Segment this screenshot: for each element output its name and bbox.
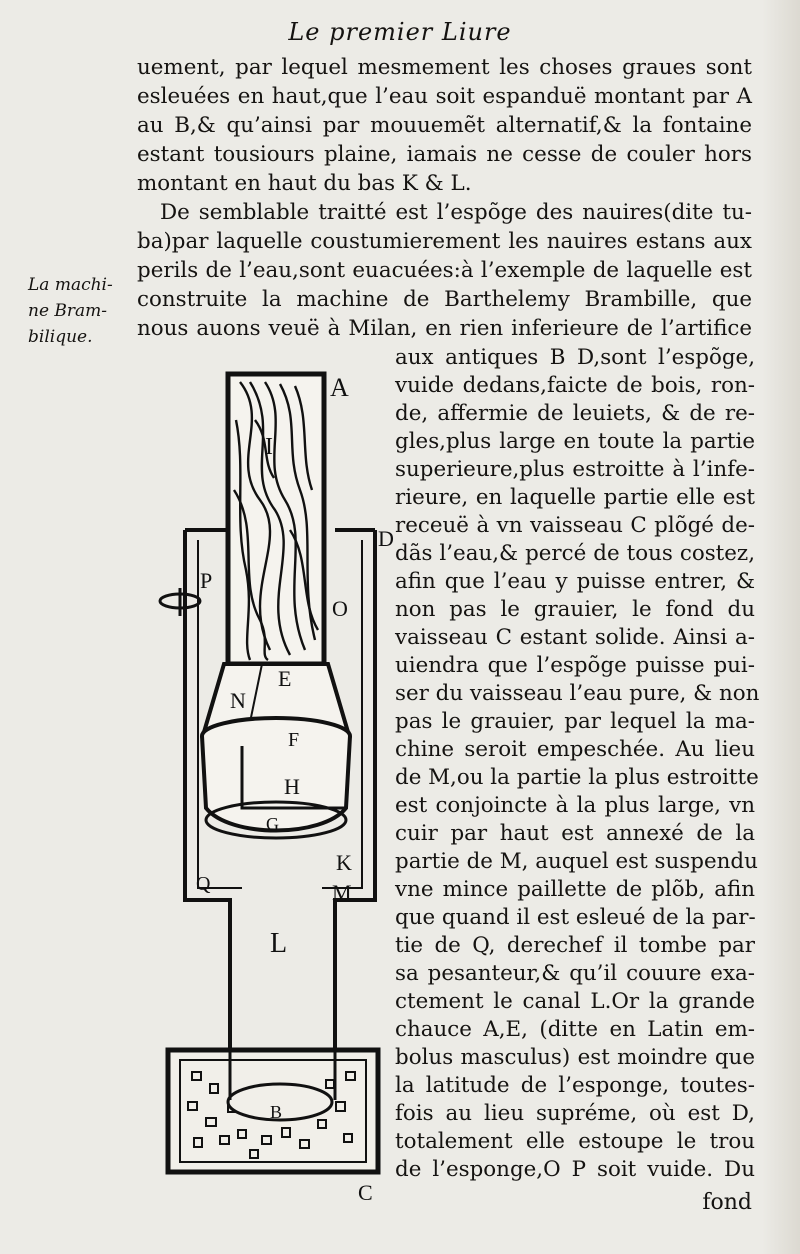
text-line: rieure, en laquelle partie elle est xyxy=(395,485,755,510)
label-h: H xyxy=(284,774,300,799)
text-line: esleuées en haut,que l’eau soit espanduë montant par A xyxy=(137,84,752,109)
label-k: K xyxy=(336,850,352,875)
text-line: superieure,plus estroitte à l’infe- xyxy=(395,457,755,482)
text-line: vne mince paillette de plõb, afin xyxy=(395,877,755,902)
plunger-rod xyxy=(202,374,350,838)
label-d: D xyxy=(378,526,394,551)
margin-note-line: La machi- xyxy=(28,275,113,295)
text-line: afin que l’eau y puisse entrer, & xyxy=(395,569,755,594)
text-line: pas le grauier, par lequel la ma- xyxy=(395,709,755,734)
text-line: ctement le canal L.Or la grande xyxy=(395,989,755,1014)
margin-note xyxy=(28,272,133,350)
text-line: de M,ou la partie la plus estroitte xyxy=(395,765,759,790)
label-p: P xyxy=(200,568,213,593)
text-line: nous auons veuë à Milan, en rien inferieure de l’artifice xyxy=(137,316,752,341)
text-line: construite la machine de Barthelemy Brambille, que xyxy=(137,287,752,312)
text-line: aux antiques B D,sont l’espõge, xyxy=(395,345,755,370)
label-n: N xyxy=(230,688,246,713)
text-line: cuir par haut est annexé de la xyxy=(395,821,755,846)
paragraph-start-line: De semblable traitté est l’espõge des nauires(dite tu- xyxy=(160,200,752,225)
text-line: partie de M, auquel est suspendu xyxy=(395,849,758,874)
text-line: au B,& qu’ainsi par mouuemẽt alternatif,& la fontaine xyxy=(137,113,752,138)
page-edge-shadow xyxy=(762,0,800,1254)
text-line: dãs l’eau,& percé de tous costez, xyxy=(395,541,755,566)
text-line: estant tousiours plaine, iamais ne cesse de couler hors xyxy=(137,142,752,167)
margin-note-line: ne Bram- xyxy=(28,301,108,321)
text-line: est conjoincte à la plus large, vn xyxy=(395,793,755,818)
label-g: G xyxy=(266,814,279,834)
text-line: vaisseau C estant solide. Ainsi a- xyxy=(395,625,755,650)
label-c: C xyxy=(358,1180,373,1205)
text-line: la latitude de l’esponge, toutes- xyxy=(395,1073,755,1098)
text-line: montant en haut du bas K & L. xyxy=(137,171,472,196)
margin-note-line: bilique. xyxy=(28,327,93,347)
text-line: fois au lieu supréme, où est D, xyxy=(395,1101,755,1126)
label-i: I xyxy=(265,434,273,460)
text-line: uement, par lequel mesmement les choses graues sont xyxy=(137,55,752,80)
text-line: que quand il est esleué de la par- xyxy=(395,905,756,930)
running-header: Le premier Liure xyxy=(288,18,512,46)
text-line: de l’esponge,O P soit vuide. Du xyxy=(395,1157,755,1182)
text-line: non pas le grauier, le fond du xyxy=(395,597,755,622)
catchword: fond xyxy=(702,1190,752,1215)
text-line: vuide dedans,faicte de bois, ron- xyxy=(395,373,755,398)
label-q: Q xyxy=(196,873,211,895)
text-line: chauce A,E, (ditte en Latin em- xyxy=(395,1017,755,1042)
pump-woodcut-figure xyxy=(150,360,410,1220)
label-e: E xyxy=(278,666,292,691)
label-o: O xyxy=(332,596,348,621)
text-line: chine seroit empeschée. Au lieu xyxy=(395,737,755,762)
text-line: bolus masculus) est moindre que xyxy=(395,1045,755,1070)
label-m: M xyxy=(332,880,352,905)
label-a: A xyxy=(330,373,349,402)
text-line: receuë à vn vaisseau C plõgé de- xyxy=(395,513,755,538)
pin-p xyxy=(160,588,200,616)
label-b: B xyxy=(270,1102,283,1122)
text-line: perils de l’eau,sont euacuées:à l’exemple de laquelle est xyxy=(137,258,752,283)
label-f: F xyxy=(288,729,300,751)
text-line: ser du vaisseau l’eau pure, & non xyxy=(395,681,760,706)
text-line: gles,plus large en toute la partie xyxy=(395,429,755,454)
text-line: sa pesanteur,& qu’il couure exa- xyxy=(395,961,755,986)
text-line: ba)par laquelle coustumierement les nauires estans aux xyxy=(137,229,752,254)
text-line: uiendra que l’espõge puisse pui- xyxy=(395,653,755,678)
label-l: L xyxy=(270,928,288,959)
text-line: de, affermie de leuiets, & de re- xyxy=(395,401,755,426)
text-line: totalement elle estoupe le trou xyxy=(395,1129,755,1154)
text-line: tie de Q, derechef il tombe par xyxy=(395,933,755,958)
